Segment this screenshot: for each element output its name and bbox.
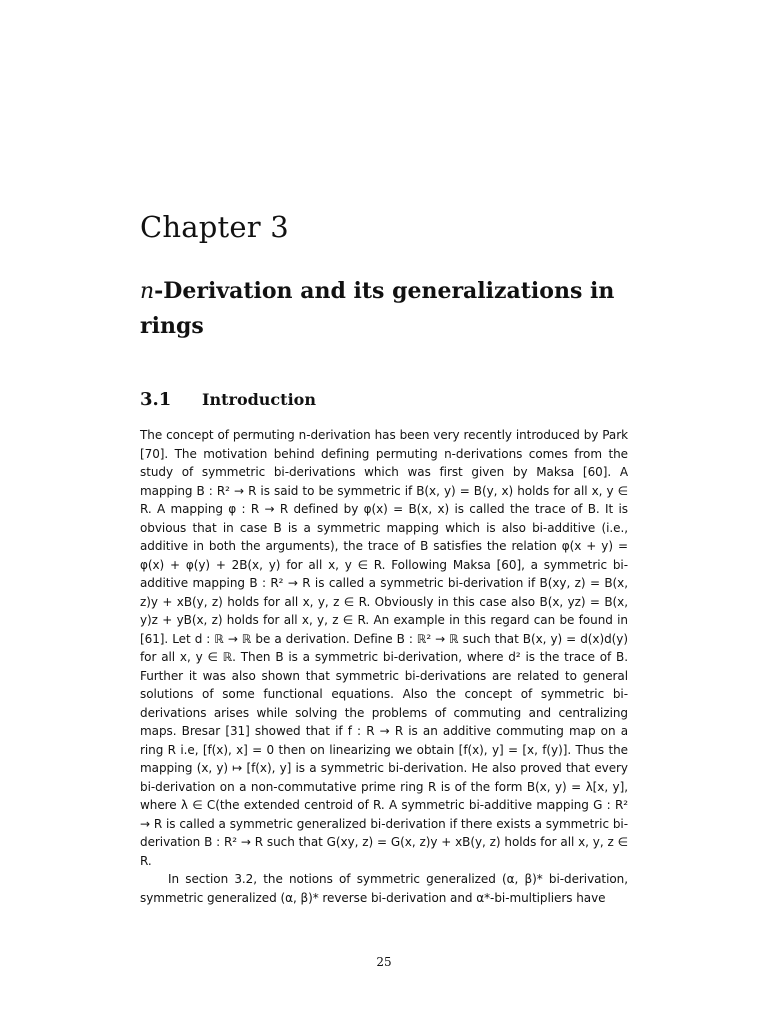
chapter-title-text: -Derivation and its generalizations in rings	[140, 278, 615, 339]
section-number: 3.1	[140, 389, 172, 410]
section-title: Introduction	[202, 390, 316, 409]
chapter-title	[140, 274, 640, 343]
chapter-title-variable: n	[140, 279, 155, 304]
section-heading	[140, 388, 316, 410]
paragraph-section-outline: In section 3.2, the notions of symmetric generalized (α, β)* bi-derivation, symmetric generalized (α, β)* reverse bi-derivation and α*-bi-multipliers have	[140, 872, 628, 905]
paragraph-introduction: The concept of permuting n-derivation has been very recently introduced by Park [70]. The motivation behind defining permuting n-derivations comes from the study of symmetric bi-derivations which was first given by Maksa [60]. A mapping B : R² → R is said to be symmetric if B(x, y) = B(y, x) holds for all x, y ∈ R. A mapping φ : R → R defined by φ(x) = B(x, x) is called the trace of B. It is obvious that in case B is a symmetric mapping which is also bi-additive (i.e., additive in both the arguments), the trace of B satisfies the relation φ(x + y) = φ(x) + φ(y) + 2B(x, y) for all x, y ∈ R. Following Maksa [60], a symmetric bi-additive mapping B : R² → R is called a symmetric bi-derivation if B(xy, z) = B(x, z)y + xB(y, z) holds for all x, y, z ∈ R. Obviously in this case also B(x, yz) = B(x, y)z + yB(x, z) holds for all x, y, z ∈ R. An example in this regard can be found in [61]. Let d : ℝ → ℝ be a derivation. Define B : ℝ² → ℝ such that B(x, y) = d(x)d(y) for all x, y ∈ ℝ. Then B is a symmetric bi-derivation, where d² is the trace of B. Further it was also shown that symmetric bi-derivations are related to general solutions of some functional equations. Also the concept of symmetric bi-derivations arises while solving the problems of commuting and centralizing maps. Bresar [31] showed that if f : R → R is an additive commuting map on a ring R i.e, [f(x), x] = 0 then on linearizing we obtain [f(x), y] = [x, f(y)]. Thus the mapping (x, y) ↦ [f(x), y] is a symmetric bi-derivation. He also proved that every bi-derivation on a non-commutative prime ring R is of the form B(x, y) = λ[x, y], where λ ∈ C(the extended centroid of R. A symmetric bi-additive mapping G : R² → R is called a symmetric generalized bi-derivation if there exists a symmetric bi-derivation B : R² → R such that G(xy, z) = G(x, z)y + xB(y, z) holds for all x, y, z ∈ R.	[140, 428, 628, 868]
page-number: 25	[376, 955, 392, 969]
chapter-label: Chapter 3	[140, 210, 289, 244]
body-text	[140, 426, 628, 907]
